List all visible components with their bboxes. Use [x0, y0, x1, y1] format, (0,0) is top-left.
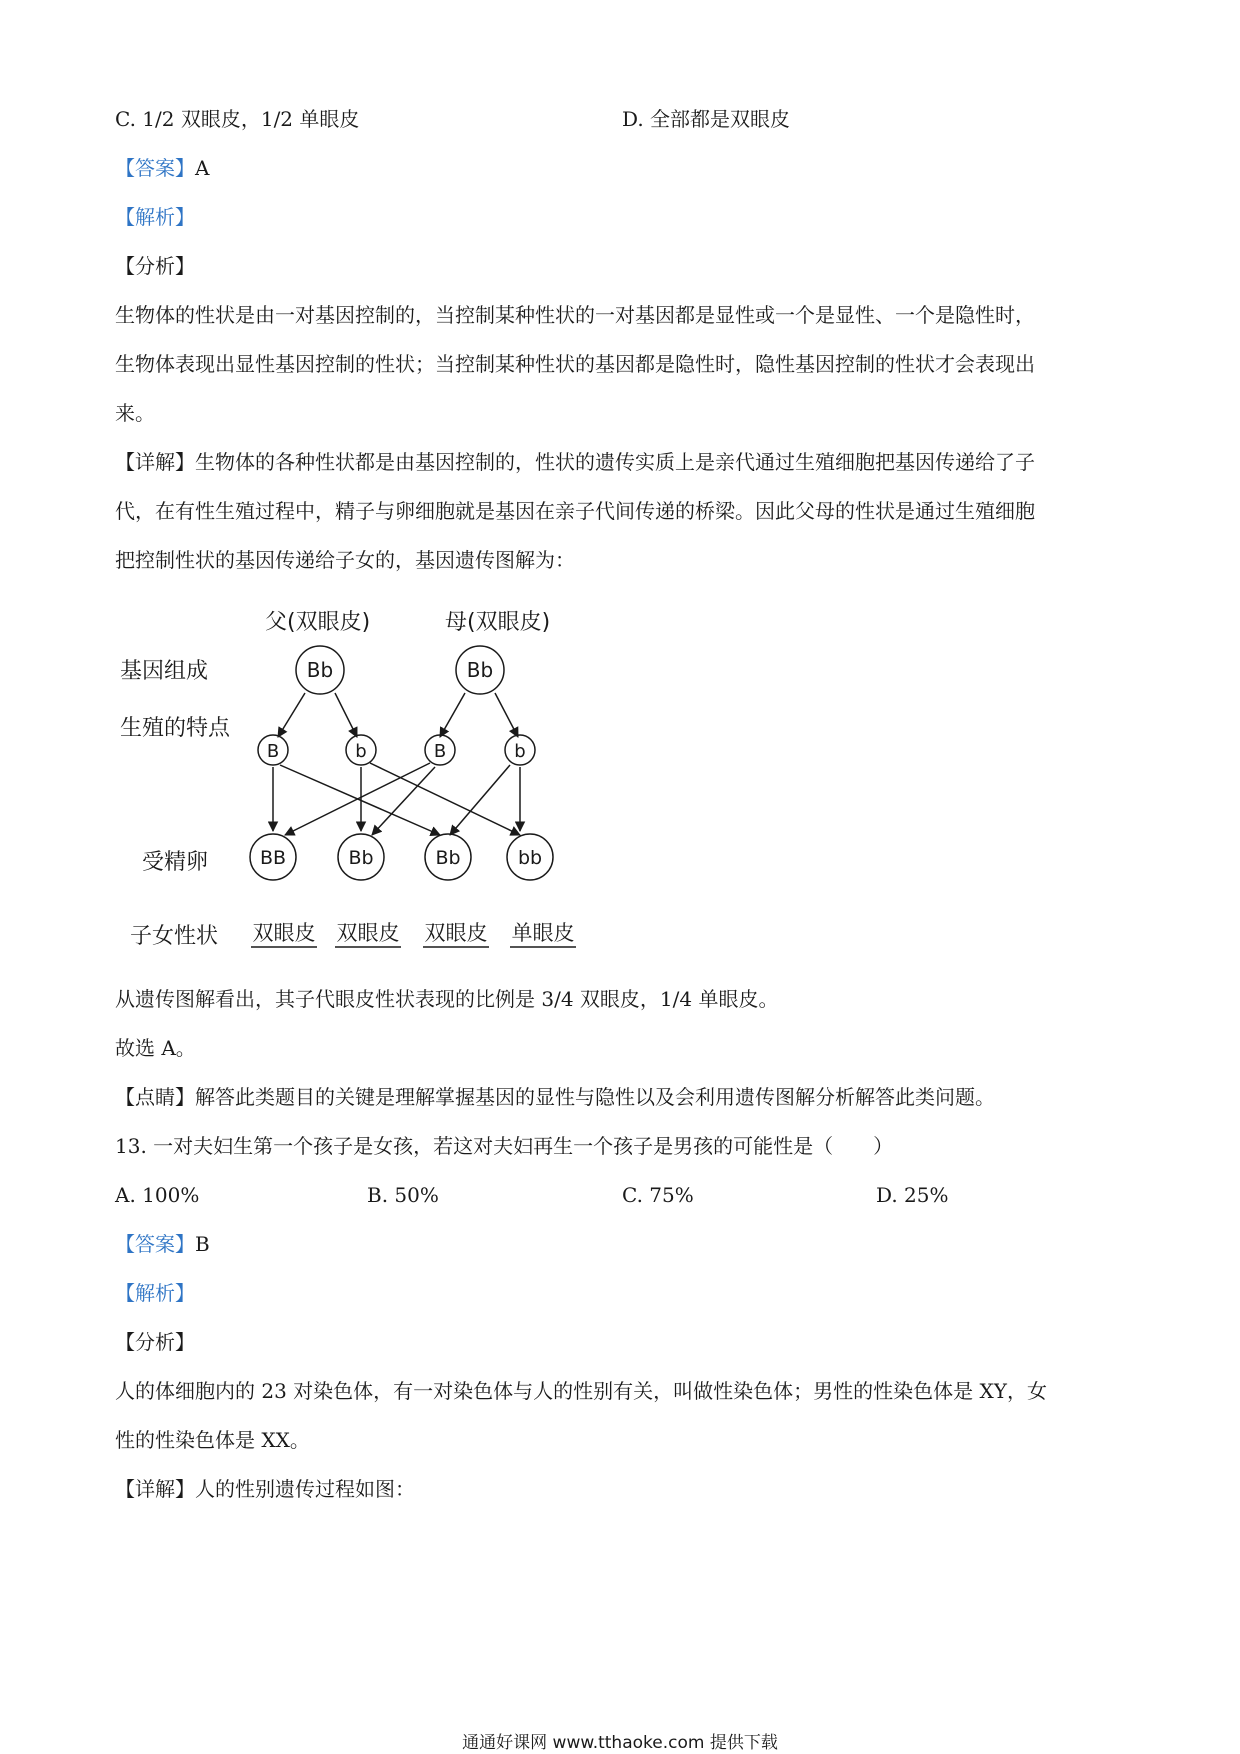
q13-detail-text: 人的性别遗传过程如图： — [195, 1477, 415, 1501]
q13-answer-tag: 【答案】 — [115, 1232, 195, 1256]
arrow-mother-B — [440, 693, 465, 737]
trait-3: 双眼皮 — [424, 921, 488, 945]
arrow-mother-b — [495, 693, 518, 737]
mother-label: 母(双眼皮) — [445, 610, 551, 635]
gamete-3: B — [433, 741, 447, 762]
dianjing-tag: 【点睛】 — [115, 1085, 195, 1109]
arrow-g2-z4 — [370, 763, 520, 835]
zygote-1: BB — [259, 847, 287, 869]
fenxi-line-3: 来。 — [115, 401, 155, 425]
gamete-2: b — [355, 741, 367, 762]
arrow-g4-z3 — [450, 765, 510, 835]
gamete-4: b — [514, 741, 526, 762]
q13-option-a: A. 100% — [115, 1183, 200, 1207]
fenxi-line-1: 生物体的性状是由一对基因控制的，当控制某种性状的一对基因都是显性或一个是显性、一个是隐性时， — [115, 303, 1035, 327]
q13-option-c: C. 75% — [622, 1183, 694, 1207]
page-footer: 通通好课网 www.tthaoke.com 提供下载 — [462, 1733, 778, 1753]
detail-text-1: 生物体的各种性状都是由基因控制的，性状的遗传实质上是亲代通过生殖细胞把基因传递给了子 — [195, 450, 1035, 474]
dianjing-text: 解答此类题目的关键是理解掌握基因的显性与隐性以及会利用遗传图解分析解答此类问题。 — [195, 1085, 995, 1109]
q13-answer-line — [115, 1230, 210, 1258]
zygote-4: bb — [517, 847, 543, 869]
row-label-zygote: 受精卵 — [142, 850, 209, 875]
dianjing-line — [115, 1083, 995, 1111]
q13-stem: 13. 一对夫妇生第一个孩子是女孩，若这对夫妇再生一个孩子是男孩的可能性是（ ） — [115, 1134, 894, 1158]
detail-line-3: 把控制性状的基因传递给子女的，基因遗传图解为： — [115, 548, 575, 572]
row-label-genotype: 基因组成 — [120, 659, 209, 684]
trait-1: 双眼皮 — [252, 921, 316, 945]
q13-fenxi-line-1: 人的体细胞内的 23 对染色体，有一对染色体与人的性别有关，叫做性染色体；男性的性染色体是 XY，女 — [115, 1379, 1047, 1403]
detail-line-1 — [115, 448, 1035, 476]
fenxi-tag: 【分析】 — [115, 254, 195, 278]
analysis-tag: 【解析】 — [115, 205, 195, 229]
trait-2: 双眼皮 — [336, 921, 400, 945]
q13-option-b: B. 50% — [367, 1183, 439, 1207]
q13-option-d: D. 25% — [876, 1183, 949, 1207]
zygote-3: Bb — [435, 847, 461, 869]
gamete-1: B — [266, 741, 280, 762]
option-c: C. 1/2 双眼皮，1/2 单眼皮 — [115, 107, 360, 131]
fenxi-line-2: 生物体表现出显性基因控制的性状；当控制某种性状的基因都是隐性时，隐性基因控制的性状才会表现出 — [115, 352, 1035, 376]
row-label-gametes: 生殖的特点 — [120, 716, 231, 741]
mother-gene: Bb — [466, 658, 494, 682]
option-d: D. 全部都是双眼皮 — [622, 107, 791, 131]
genetic-diagram — [110, 595, 600, 970]
row-label-offspring: 子女性状 — [130, 924, 219, 949]
answer-tag: 【答案】 — [115, 156, 195, 180]
q13-fenxi-line-2: 性的性染色体是 XX。 — [115, 1428, 310, 1452]
arrow-g3-z1 — [285, 763, 430, 835]
arrow-father-B — [278, 693, 305, 737]
choose-line: 故选 A。 — [115, 1036, 196, 1060]
father-label: 父(双眼皮) — [265, 610, 371, 635]
q13-detail-line — [115, 1475, 415, 1503]
arrow-g3-z2 — [372, 767, 435, 835]
arrow-g1-z3 — [280, 765, 440, 835]
father-gene: Bb — [306, 658, 334, 682]
trait-4: 单眼皮 — [511, 921, 575, 945]
zygote-2: Bb — [348, 847, 374, 869]
answer-line — [115, 154, 209, 182]
detail-tag: 【详解】 — [115, 450, 195, 474]
detail-line-2: 代，在有性生殖过程中，精子与卵细胞就是基因在亲子代间传递的桥梁。因此父母的性状是通过生殖细胞 — [115, 499, 1035, 523]
q13-answer-value: B — [195, 1232, 210, 1256]
conclusion: 从遗传图解看出，其子代眼皮性状表现的比例是 3/4 双眼皮，1/4 单眼皮。 — [115, 987, 779, 1011]
q13-analysis-tag: 【解析】 — [115, 1281, 195, 1305]
arrow-father-b — [335, 693, 357, 737]
answer-value: A — [195, 156, 210, 180]
q13-fenxi-tag: 【分析】 — [115, 1330, 195, 1354]
q13-detail-tag: 【详解】 — [115, 1477, 195, 1501]
